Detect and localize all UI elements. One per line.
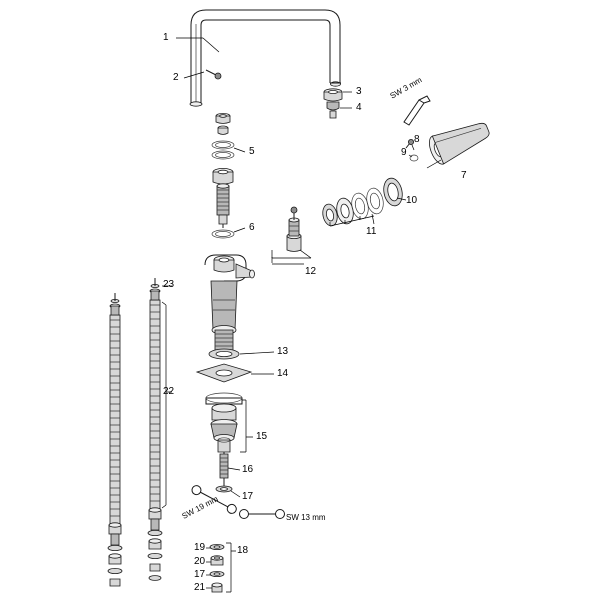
- callout-23: 23: [163, 279, 175, 290]
- part-21-nut: [212, 583, 222, 592]
- part-17-washer-lower: [210, 571, 224, 576]
- callout-12: 12: [305, 266, 317, 277]
- part-3-cap: [324, 89, 342, 101]
- callout-17: 17: [242, 491, 254, 502]
- part-20-nut: [211, 556, 223, 565]
- callout-14: 14: [277, 368, 289, 379]
- callout-7: 7: [461, 170, 467, 181]
- part-4-screw: [327, 102, 339, 118]
- part-12-cartridge: [287, 207, 301, 252]
- callout-15: 15: [256, 431, 268, 442]
- part-6-oring: [212, 230, 234, 238]
- callout-16: 16: [242, 464, 254, 475]
- callout-8: 8: [414, 134, 420, 145]
- callout-6: 6: [249, 222, 255, 233]
- tool-wrench-13mm: [240, 510, 285, 519]
- callout-19: 19: [194, 542, 206, 553]
- tool-label-sw13: SW 13 mm: [286, 513, 326, 522]
- part-9-washer: [410, 155, 418, 161]
- part-5-orings: [212, 141, 234, 159]
- tool-label-sw19: SW 19 mm: [180, 494, 220, 521]
- part-faucet-body: [205, 255, 255, 335]
- tool-allen-key-3mm: [404, 96, 430, 125]
- part-upper-nut: [216, 113, 230, 134]
- callout-10: 10: [406, 195, 418, 206]
- callout-3: 3: [356, 86, 362, 97]
- part-spout-base: [190, 102, 202, 106]
- callout-2: 2: [173, 72, 179, 83]
- part-19-washer: [210, 544, 224, 549]
- part-11-washer-stack: [321, 176, 405, 227]
- part-16-rod: [220, 452, 228, 486]
- part-17-washer-upper: [216, 486, 232, 492]
- callout-18: 18: [237, 545, 249, 556]
- callout-11: 11: [366, 226, 377, 237]
- part-10-ring: [381, 176, 404, 207]
- part-threaded-sleeve: [213, 168, 233, 228]
- part-2-screw: [206, 70, 221, 79]
- callout-4: 4: [356, 102, 362, 113]
- callout-17-lower: 17: [194, 569, 206, 580]
- tool-label-sw3: SW 3 mm: [388, 75, 424, 101]
- callout-21: 21: [194, 582, 206, 593]
- part-14-gasket: [197, 364, 251, 382]
- part-15-mounting: [206, 393, 242, 452]
- part-7-handle: [426, 116, 494, 167]
- part-hose-left: [108, 293, 122, 586]
- callout-22: 22: [163, 386, 175, 397]
- callout-20: 20: [194, 556, 206, 567]
- part-22-hose: [148, 278, 162, 580]
- callout-13: 13: [277, 346, 289, 357]
- callout-1: 1: [163, 32, 169, 43]
- callout-5: 5: [249, 146, 255, 157]
- part-13-ring: [209, 349, 239, 359]
- callout-9: 9: [401, 147, 407, 158]
- part-spout: [191, 10, 341, 103]
